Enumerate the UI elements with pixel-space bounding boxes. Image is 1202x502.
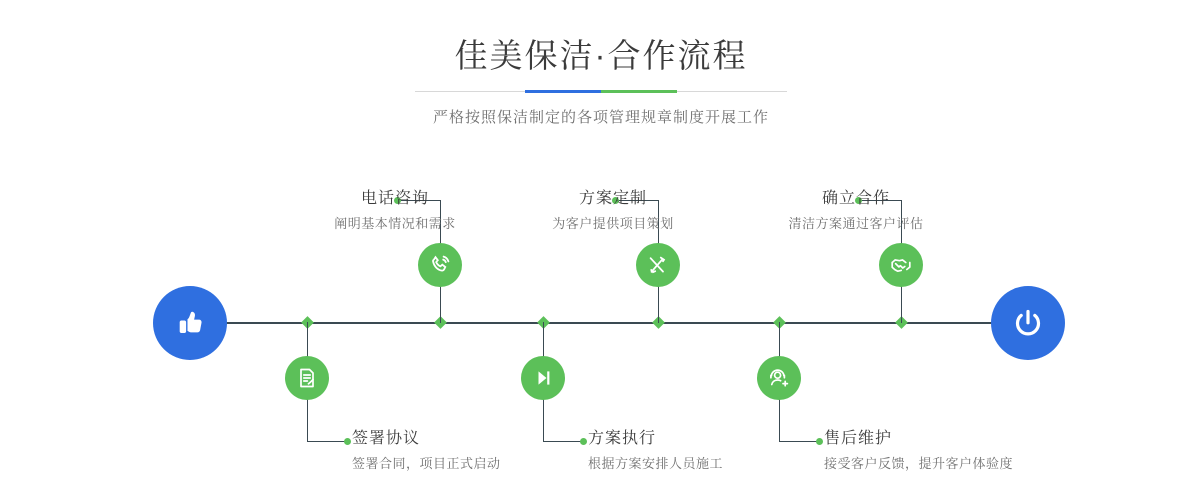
- divider-accent-green: [601, 90, 677, 93]
- step-icon-planning-tools: [636, 243, 680, 287]
- planning-tools-icon: [646, 253, 670, 277]
- step-label-5: [711, 188, 1001, 234]
- step-desc: 清洁方案通过客户评估: [788, 216, 924, 231]
- connector-endpoint-dot: [344, 438, 351, 445]
- power-icon: [1008, 303, 1048, 343]
- step-label-2: [352, 428, 501, 474]
- end-endpoint: [991, 286, 1065, 360]
- step-title: 确立合作: [821, 190, 890, 207]
- step-icon-phone-call: [418, 243, 462, 287]
- step-label-4: [588, 428, 723, 474]
- step-title: 方案定制: [578, 190, 647, 207]
- step-label-6: [824, 428, 1013, 474]
- connector-horizontal: [779, 441, 819, 442]
- page-title: 佳美保洁·合作流程: [454, 37, 748, 74]
- step-desc: 阐明基本情况和需求: [334, 216, 456, 231]
- handshake-icon: [889, 253, 913, 277]
- customer-service-add-icon: [767, 366, 791, 390]
- step-desc: 根据方案安排人员施工: [588, 456, 724, 471]
- connector-horizontal: [543, 441, 583, 442]
- step-title: 签署协议: [352, 430, 421, 447]
- connector-endpoint-dot: [580, 438, 587, 445]
- play-forward-icon: [531, 366, 555, 390]
- step-icon-signed-document: [285, 356, 329, 400]
- step-icon-handshake: [879, 243, 923, 287]
- divider-accent-blue: [525, 90, 601, 93]
- page-subtitle: 严格按照保洁制定的各项管理规章制度开展工作: [432, 109, 769, 126]
- step-desc: 签署合同，项目正式启动: [352, 456, 501, 471]
- step-title: 方案执行: [588, 430, 657, 447]
- step-title: 售后维护: [824, 430, 893, 447]
- thumbs-up-icon: [172, 305, 208, 341]
- start-endpoint: [153, 286, 227, 360]
- connector-endpoint-dot: [816, 438, 823, 445]
- step-icon-customer-service-add: [757, 356, 801, 400]
- diagram-header: [0, 34, 1202, 127]
- step-desc: 接受客户反馈，提升客户体验度: [824, 456, 1014, 471]
- title-divider: [415, 90, 787, 93]
- step-title: 电话咨询: [360, 190, 429, 207]
- phone-call-icon: [428, 253, 452, 277]
- step-desc: 为客户提供项目策划: [552, 216, 674, 231]
- connector-horizontal: [307, 441, 347, 442]
- signed-document-icon: [295, 366, 319, 390]
- step-icon-play-forward: [521, 356, 565, 400]
